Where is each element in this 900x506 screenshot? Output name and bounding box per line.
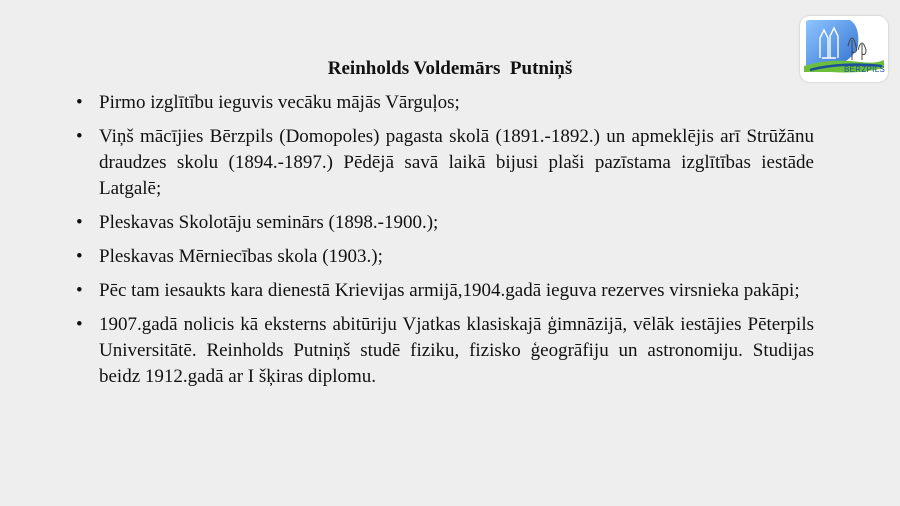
bullet-icon: • [76, 280, 83, 301]
list-item-text: Pirmo izglītību ieguvis vecāku mājās Vārguļos; [99, 92, 460, 113]
list-item [76, 124, 814, 202]
list-item [76, 210, 814, 236]
list-item [76, 90, 814, 116]
bullet-icon: • [76, 212, 83, 233]
logo-text: BĒRZPILS [844, 65, 886, 74]
list-item-text: Pleskavas Skolotāju seminārs (1898.-1900.); [99, 212, 439, 233]
list-item-text: Viņš mācījies Bērzpils (Domopoles) pagasta skolā (1891.-1892.) un apmeklējis arī Strūžānu draudzes skolu (1894.-1897.) Pēdējā savā laikā bijusi plaši pazīstama izglītības iestāde Latgalē; [99, 126, 814, 199]
list-item-text: 1907.gadā nolicis kā eksterns abitūriju Vjatkas klasiskajā ģimnāzijā, vēlāk iestājies Pēterpils Universitātē. Reinholds Putniņš studē fiziku, fizisko ģeogrāfiju un astronomiju. Studijas beidz 1912.gadā ar I šķiras diplomu. [99, 314, 814, 387]
bullet-list [76, 90, 814, 398]
list-item [76, 312, 814, 390]
bullet-icon: • [76, 126, 83, 147]
list-item [76, 278, 814, 304]
bullet-icon: • [76, 92, 83, 113]
slide-title: Reinholds Voldemārs Putniņš [327, 58, 573, 79]
bullet-icon: • [76, 246, 83, 267]
list-item-text: Pēc tam iesaukts kara dienestā Krievijas armijā,1904.gadā ieguva rezerves virsnieka pakāpi; [99, 280, 800, 301]
bullet-icon: • [76, 314, 83, 335]
list-item-text: Pleskavas Mērniecības skola (1903.); [99, 246, 383, 267]
list-item [76, 244, 814, 270]
